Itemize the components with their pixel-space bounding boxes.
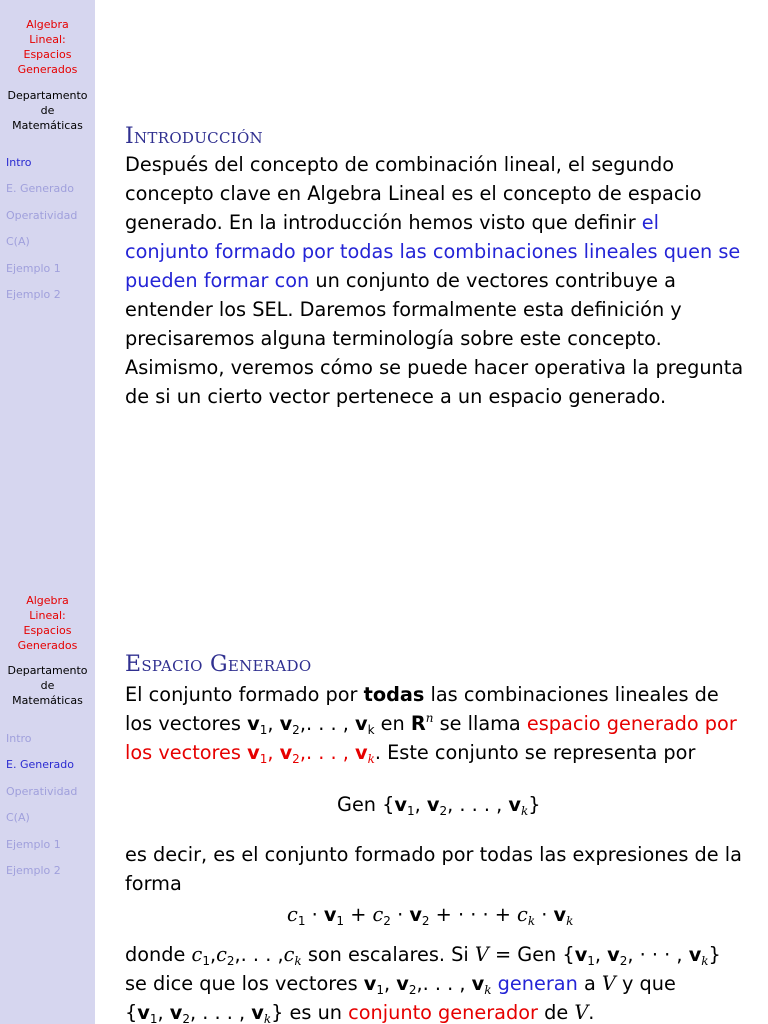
nav-ejemplo-1[interactable]: Ejemplo 1 <box>6 262 61 275</box>
nav-ejemplo-2[interactable]: Ejemplo 2 <box>6 864 61 877</box>
gen-notation: Gen {$v_1$, $v_2$, . . . , $v_k$} <box>337 793 541 818</box>
sidebar-title[interactable]: Algebra Lineal: Espacios Generados <box>17 18 78 76</box>
slide-heading: Introducción <box>125 124 263 149</box>
nav-ca[interactable]: C(A) <box>6 811 30 824</box>
generator-paragraph: donde $c_1,c_2$,. . . $,c_k$ son escalares. Si V = Gen {$v_1$, $v_2$, · · · , $v_k$} se dice que los vectores $v_1$, $v_2$,. . . , $v_k$ generan a V y que {$v_1$, $v_2$, . . . , $v_k$} es un conjunto generador de V. <box>125 943 721 1024</box>
sidebar-title[interactable]: Algebra Lineal: Espacios Generados <box>17 594 78 652</box>
nav-ejemplo-1[interactable]: Ejemplo 1 <box>6 838 61 851</box>
nav-intro[interactable]: Intro <box>6 156 32 169</box>
slide-espacio-generado <box>0 512 768 1024</box>
definition-paragraph: El conjunto formado por todas las combinaciones lineales de los vectores $v_1$, $v_2$,. . . , $v_k$ en $R^n$ se llama espacio generado por los vectores $v_1$, $v_2$,. . . , $v_k$. Este conjunto se representa por <box>125 683 737 766</box>
intro-paragraph: Después del concepto de combinación lineal, el segundo concepto clave en Algebra Lineal es el concepto de espacio generado. En la introducción hemos visto que definir el conjunto formado por todas las combinaciones lineales quen se pueden formar con un conjunto de vectores contribuye a entender los SEL. Daremos formalmente esta definición y precisaremos alguna terminología sobre este concepto. Asimismo, veremos cómo se puede hacer operativa la pregunta de si un cierto vector pertenece a un espacio generado. <box>125 153 744 408</box>
term-conjunto-generador: conjunto generador <box>348 1001 538 1024</box>
nav-ejemplo-2[interactable]: Ejemplo 2 <box>6 288 61 301</box>
sidebar-department: Departamento de Matemáticas <box>7 664 88 707</box>
term-generan: generan <box>497 972 578 995</box>
slide-heading: Espacio Generado <box>125 652 312 677</box>
sidebar <box>0 0 95 512</box>
nav-operatividad[interactable]: Operatividad <box>6 209 78 222</box>
sidebar-department: Departamento de Matemáticas <box>7 89 88 132</box>
nav-ca[interactable]: C(A) <box>6 235 30 248</box>
forma-paragraph: es decir, es el conjunto formado por todas las expresiones de la forma <box>125 843 742 895</box>
linear-combination-formula: $c_1 \cdot v_1 + c_2 \cdot v_2$ + · · · + $c_k \cdot v_k$ <box>287 903 574 928</box>
sidebar <box>0 512 95 1024</box>
nav-intro[interactable]: Intro <box>6 732 32 745</box>
nav-e-generado[interactable]: E. Generado <box>6 182 74 195</box>
term-espacio-generado: espacio generado por <box>526 712 737 735</box>
highlight-definition: el <box>641 211 660 234</box>
nav-operatividad[interactable]: Operatividad <box>6 785 78 798</box>
nav-e-generado[interactable]: E. Generado <box>6 758 74 771</box>
